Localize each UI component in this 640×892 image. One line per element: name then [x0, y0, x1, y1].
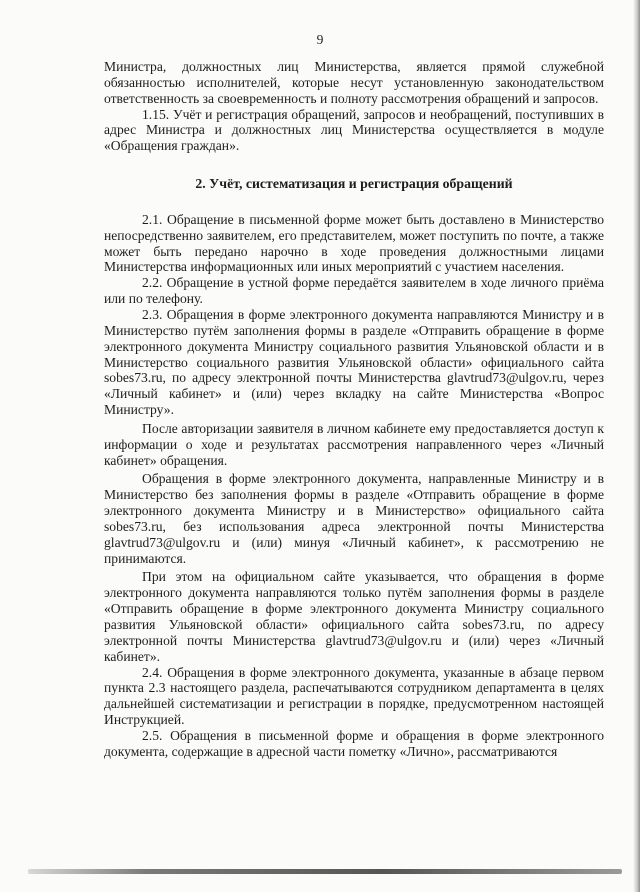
paragraph: 2.5. Обращения в письменной форме и обращения в форме электронного документа, содержащие в адресной части пометку «Лично», рассматриваются [104, 727, 604, 759]
page-number: 9 [316, 32, 324, 47]
paragraph: После авторизации заявителя в личном кабинете ему предоставляется доступ к информации о ходе и результатах рассмотрения направленного через «Личный кабинет» обращения. [104, 420, 604, 468]
paragraph: При этом на официальном сайте указывается, что обращения в форме электронного документа направляются только путём заполнения формы в разделе «Отправить обращение в форме электронного документа Министру социального развития Ульяновской области» официального сайта sobes73.ru, по адресу электронной почты Министерства glavtrud73@ulgov.ru и (или) через «Личный кабинет». [104, 569, 604, 664]
paragraph: Обращения в форме электронного документа, направленные Министру и в Министерство без заполнения формы в разделе «Отправить обращение в форме электронного документа Министру и в Министерство» официального сайта sobes73.ru, без использования адреса электронной почты Министерства glavtrud73@ulgov.ru и (или) минуя «Личный кабинет», к рассмотрению не принимаются. [104, 471, 604, 566]
section-heading: 2. Учёт, систематизация и регистрация обращений [195, 176, 513, 192]
scan-edge-right [633, 0, 640, 892]
paragraph: Министра, должностных лиц Министерства, является прямой служебной обязанностью исполнителей, которые несут установленную законодательством ответственность за своевременность и полноту рассмотрения обращений и запросов. [104, 59, 604, 106]
scan-edge-bottom [28, 869, 622, 874]
paragraph: 1.15. Учёт и регистрация обращений, запросов и необращений, поступивших в адрес Министра и должностных лиц Министерства осуществляется в модуле «Обращения граждан». [104, 106, 604, 154]
paragraph: 2.4. Обращения в форме электронного документа, указанные в абзаце первом пункта 2.3 настоящего раздела, распечатываются сотрудником департамента в целях дальнейшей систематизации и регистрации в порядке, предусмотренном настоящей Инструкцией. [104, 664, 604, 728]
paragraph: 2.2. Обращение в устной форме передаётся заявителем в ходе личного приёма или по телефону. [104, 275, 604, 307]
document-body [104, 59, 604, 760]
paragraph: 2.3. Обращения в форме электронного документа направляются Министру и в Министерство путём заполнения формы в разделе «Отправить обращение в форме электронного документа Министру социального развития Ульяновской области и в Министерство социального развития Ульяновской области» официального сайта sobes73.ru, по адресу электронной почты Министерства glavtrud73@ulgov.ru, через «Личный кабинет» и (или) через вкладку на сайте Министерства «Вопрос Министру». [104, 306, 604, 418]
paragraph: 2.1. Обращение в письменной форме может быть доставлено в Министерство непосредственно заявителем, его представителем, может поступить по почте, а также может быть передано нарочно в ходе проведения должностными лицами Министерства информационных или иных мероприятий с участием населения. [104, 211, 604, 275]
